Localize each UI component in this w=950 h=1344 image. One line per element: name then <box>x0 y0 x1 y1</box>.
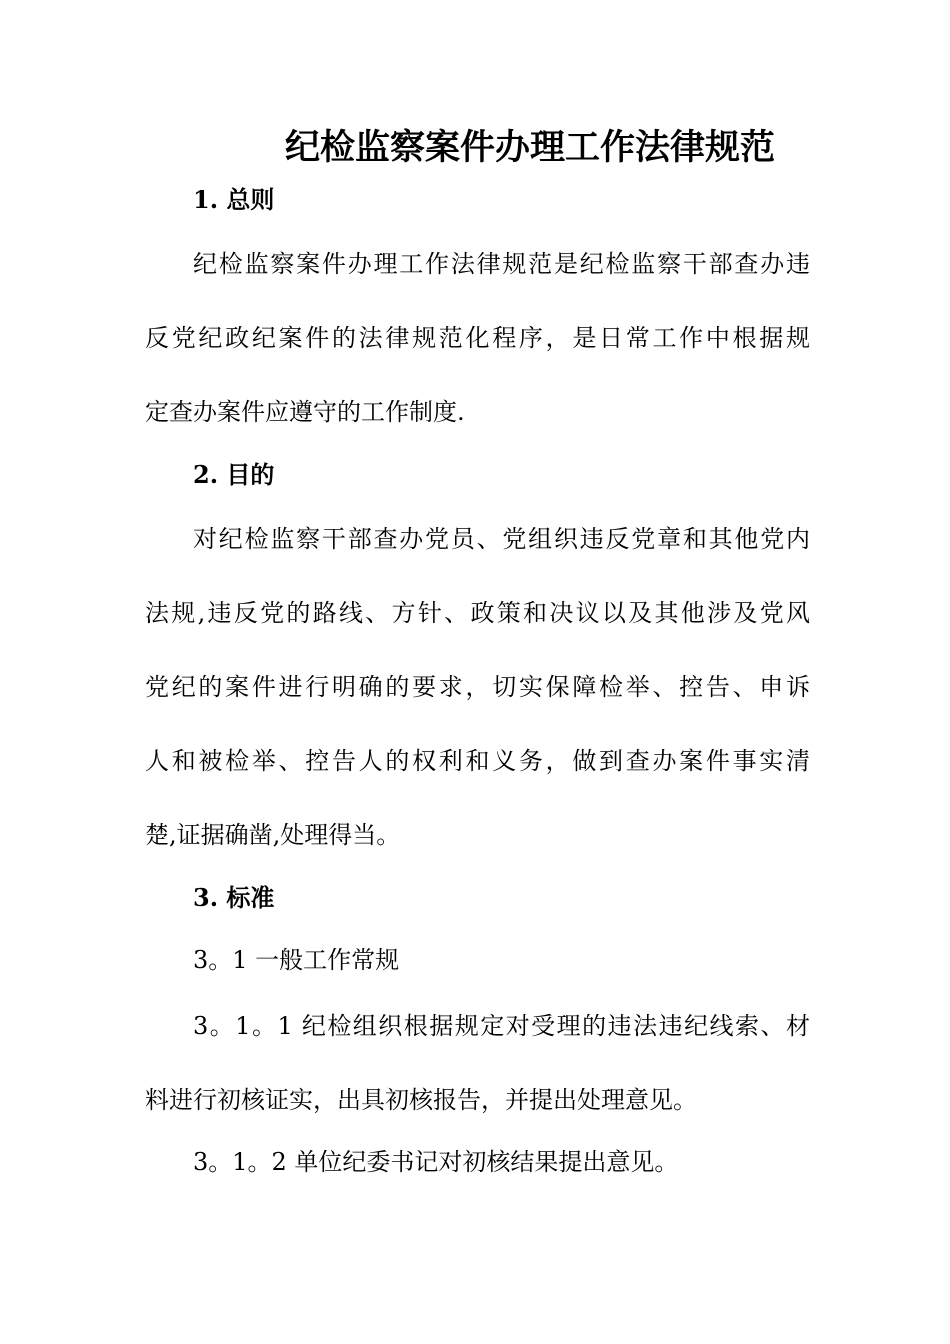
paragraph-line: 3。1 一般工作常规 <box>193 946 400 974</box>
document-title: 纪检监察案件办理工作法律规范 <box>284 127 775 168</box>
paragraph-line: 定查办案件应遵守的工作制度. <box>145 398 465 426</box>
paragraph-line: 料进行初核证实，出具初核报告，并提出处理意见。 <box>145 1086 697 1114</box>
paragraph-line: 人和被检举、控告人的权利和义务，做到查办案件事实清 <box>145 747 810 775</box>
paragraph-line: 法规,违反党的路线、方针、政策和决议以及其他涉及党风 <box>145 599 810 627</box>
paragraph-line: 纪检监察案件办理工作法律规范是纪检监察干部查办违 <box>193 250 810 278</box>
paragraph-line: 党纪的案件进行明确的要求，切实保障检举、控告、申诉 <box>145 673 810 701</box>
paragraph-line: 对纪检监察干部查办党员、党组织违反党章和其他党内 <box>193 525 810 553</box>
section-heading-general: 1. 总则 <box>193 185 275 214</box>
section-heading-purpose: 2. 目的 <box>193 460 275 489</box>
paragraph-line: 3。1。1 纪检组织根据规定对受理的违法违纪线索、材 <box>193 1012 810 1040</box>
paragraph-line: 3。1。2 单位纪委书记对初核结果提出意见。 <box>193 1148 679 1176</box>
paragraph-line: 楚,证据确凿,处理得当。 <box>145 821 401 849</box>
paragraph-line: 反党纪政纪案件的法律规范化程序，是日常工作中根据规 <box>145 324 810 352</box>
section-heading-standard: 3. 标准 <box>193 883 275 912</box>
